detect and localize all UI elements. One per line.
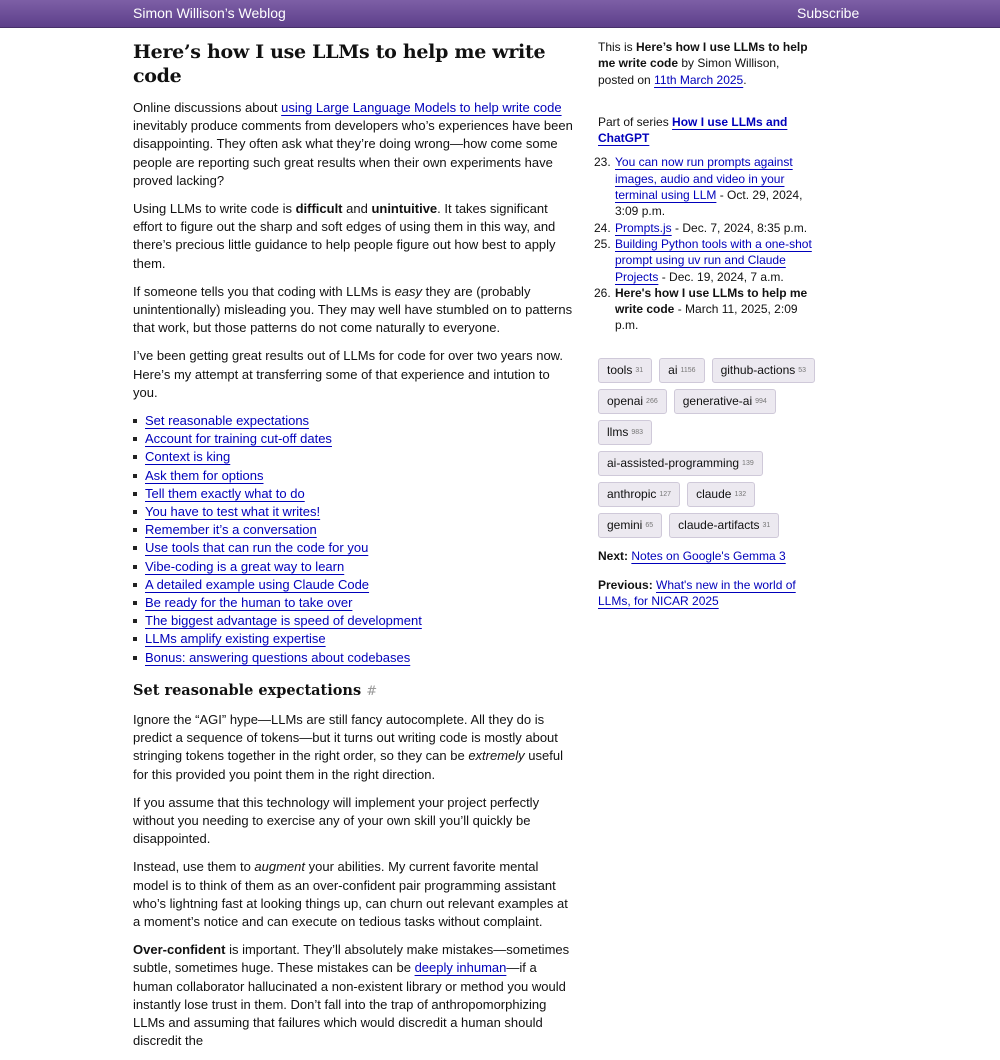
- toc-item: [145, 649, 573, 667]
- toc-item: [145, 485, 573, 503]
- toc-link[interactable]: Remember it’s a conversation: [145, 522, 317, 538]
- experience-paragraph: I’ve been getting great results out of LLMs for code for over two years now. Here’s my attempt at transferring some of that experience and intution to you.: [133, 348, 563, 400]
- toc-item: [145, 430, 573, 448]
- series-item: 25. Building Python tools with a one-shot prompt using uv run and Claude Projects - Dec. 19, 2024, 7 a.m.: [594, 236, 812, 284]
- tag-tools[interactable]: tools 31: [598, 358, 652, 383]
- toc-item: [145, 467, 573, 485]
- sidebar: [594, 39, 818, 623]
- toc-link[interactable]: LLMs amplify existing expertise: [145, 631, 326, 647]
- site-header: [0, 0, 1000, 28]
- tag-generative-ai[interactable]: generative-ai 994: [674, 389, 776, 414]
- series-link[interactable]: How I use LLMs and ChatGPT: [598, 114, 788, 146]
- table-of-contents: [133, 412, 573, 667]
- toc-item: [145, 630, 573, 648]
- subscribe-link[interactable]: Subscribe: [797, 5, 860, 21]
- deeply-inhuman-link[interactable]: deeply inhuman: [414, 960, 507, 976]
- next-post: Next: Notes on Google's Gemma 3: [598, 548, 786, 563]
- tag-list: [598, 358, 822, 538]
- series-item-link[interactable]: Prompts.js: [615, 220, 672, 235]
- post-meta: This is Here’s how I use LLMs to help me write code by Simon Willison, posted on 11th March 2025.: [598, 40, 808, 87]
- toc-item: [145, 576, 573, 594]
- toc-item: [145, 412, 573, 430]
- previous-post-link[interactable]: What's new in the world of LLMs, for NICAR 2025: [598, 578, 796, 609]
- toc-link[interactable]: Bonus: answering questions about codebases: [145, 649, 411, 665]
- toc-link[interactable]: Set reasonable expectations: [145, 413, 310, 429]
- intro-paragraph: Online discussions about using Large Language Models to help write code inevitably produce comments from developers who’s experiences have been disappointing. They often ask what they’re doing wrong—how come some people are reporting such great results when their own experiments have proved lacking?: [133, 100, 573, 188]
- section-anchor-link[interactable]: #: [366, 683, 378, 699]
- article-title: Here’s how I use LLMs to help me write code: [133, 41, 546, 87]
- tag-github-actions[interactable]: github-actions 53: [712, 358, 816, 383]
- series-item-link[interactable]: Building Python tools with a one-shot prompt using uv run and Claude Projects: [615, 236, 812, 284]
- previous-post: Previous: What's new in the world of LLMs, for NICAR 2025: [598, 578, 796, 609]
- toc-item: [145, 448, 573, 466]
- series-item: 23. You can now run prompts against images, audio and video in your terminal using LLM - Oct. 29, 2024, 3:09 p.m.: [594, 155, 803, 219]
- toc-link[interactable]: Ask them for options: [145, 467, 264, 483]
- series-item-current: 26. Here's how I use LLMs to help me write code - March 11, 2025, 2:09 p.m.: [594, 285, 808, 333]
- tag-openai[interactable]: openai 266: [598, 389, 667, 414]
- tag-llms[interactable]: llms 983: [598, 420, 652, 445]
- article-body: [133, 40, 573, 1060]
- augment-paragraph: Instead, use them to augment your abilities. My current favorite mental model is to think of them as an over-confident pair programming assistant who’s lightning fast at looking things up, can churn out relevant examples at a moment’s notice and can execute on tedious tasks without complaint.: [133, 859, 568, 929]
- toc-link[interactable]: Account for training cut-off dates: [145, 431, 332, 447]
- overconfident-paragraph: Over-confident is important. They’ll absolutely make mistakes—sometimes subtle, sometimes huge. These mistakes can be deeply inhuman—if a human collaborator hallucinated a non-existent library or method you would instantly lose trust in them. Don’t fall into the trap of anthropomorphizing LLMs and assuming that failures which would discredit a human should discredit the: [133, 942, 570, 1049]
- toc-link[interactable]: Tell them exactly what to do: [145, 485, 305, 501]
- tag-gemini[interactable]: gemini 65: [598, 513, 662, 538]
- tag-claude-artifacts[interactable]: claude-artifacts 31: [669, 513, 779, 538]
- toc-item: [145, 521, 573, 539]
- tag-claude[interactable]: claude 132: [687, 482, 755, 507]
- assume-paragraph: If you assume that this technology will implement your project perfectly without you needing to exercise any of your own skill you’ll quickly be disappointed.: [133, 794, 540, 847]
- series-item: 24. Prompts.js - Dec. 7, 2024, 8:35 p.m.: [594, 220, 808, 235]
- toc-item: [145, 539, 573, 557]
- toc-link[interactable]: Context is king: [145, 449, 231, 465]
- agi-paragraph: Ignore the “AGI” hype—LLMs are still fancy autocomplete. All they do is predict a sequence of tokens—but it turns out writing code is mostly about stringing tokens together in the right order, so they can be extremely useful for this provided you point them in the right direction.: [133, 711, 563, 782]
- next-post-link[interactable]: Notes on Google's Gemma 3: [631, 548, 786, 563]
- easy-paragraph: If someone tells you that coding with LLMs is easy they are (probably unintentionally) misleading you. They may well have stumbled on to patterns that work, but those patterns do not come naturally to everyone.: [133, 283, 573, 336]
- toc-link[interactable]: A detailed example using Claude Code: [145, 576, 370, 592]
- toc-link[interactable]: Use tools that can run the code for you: [145, 540, 369, 556]
- series-item-link[interactable]: You can now run prompts against images, audio and video in your terminal using LLM: [615, 155, 793, 203]
- toc-link[interactable]: Vibe-coding is a great way to learn: [145, 558, 345, 574]
- difficulty-paragraph: Using LLMs to write code is difficult and unintuitive. It takes significant effort to figure out the sharp and soft edges of using them in this way, and there’s precious little guidance to help people figure out how best to apply them.: [133, 201, 556, 271]
- toc-link[interactable]: The biggest advantage is speed of development: [145, 613, 422, 629]
- toc-item: [145, 594, 573, 612]
- toc-item: [145, 503, 573, 521]
- toc-link[interactable]: You have to test what it writes!: [145, 504, 321, 520]
- tag-ai[interactable]: ai 1156: [659, 358, 704, 383]
- toc-item: [145, 612, 573, 630]
- toc-link[interactable]: Be ready for the human to take over: [145, 595, 353, 611]
- section-heading-expectations: Set reasonable expectations #: [133, 681, 378, 699]
- llm-code-link[interactable]: using Large Language Models to help write code: [281, 100, 562, 115]
- tag-anthropic[interactable]: anthropic 127: [598, 482, 680, 507]
- toc-item: [145, 558, 573, 576]
- post-date-link[interactable]: 11th March 2025: [654, 72, 744, 87]
- series-list: [594, 154, 818, 333]
- tag-ai-assisted-programming[interactable]: ai-assisted-programming 139: [598, 451, 763, 476]
- series-header: Part of series How I use LLMs and ChatGPT: [598, 114, 788, 146]
- site-title-link[interactable]: Simon Willison’s Weblog: [133, 5, 286, 21]
